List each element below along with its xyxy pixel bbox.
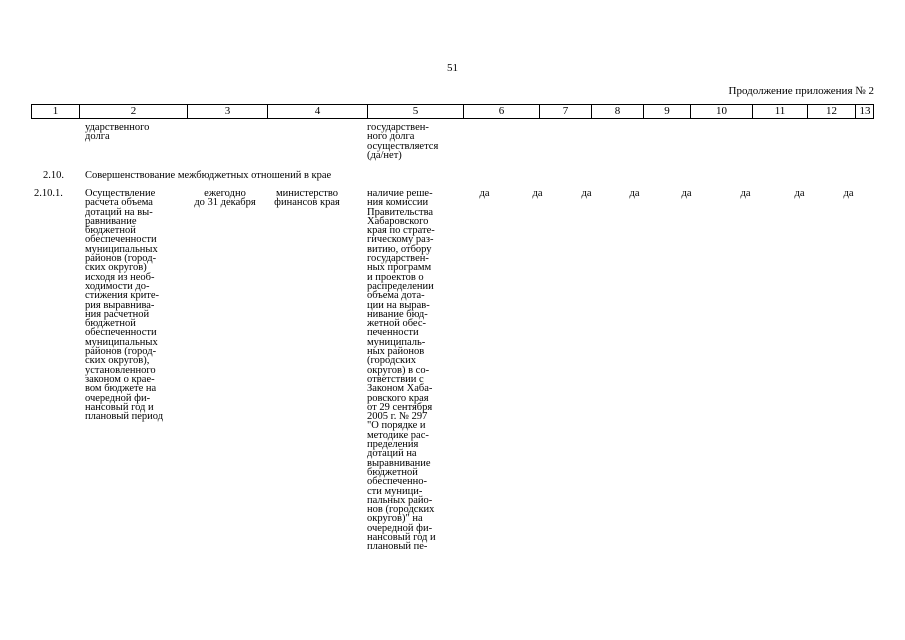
column-number-header <box>31 104 874 119</box>
header-cell-8: 8 <box>591 105 643 118</box>
value-col-12: да <box>794 188 805 199</box>
header-cell-5: 5 <box>367 105 463 118</box>
carryover-indicator-text: государствен- ного долга осуществляется (да/нет) <box>367 122 439 161</box>
value-col-13: да <box>843 188 854 199</box>
value-col-10: да <box>681 188 692 199</box>
value-col-6: да <box>479 188 490 199</box>
value-col-7: да <box>532 188 543 199</box>
header-cell-10: 10 <box>690 105 752 118</box>
value-col-11: да <box>740 188 751 199</box>
header-cell-13: 13 <box>855 105 874 118</box>
value-col-8: да <box>581 188 592 199</box>
continuation-label: Продолжение приложения № 2 <box>728 85 874 97</box>
header-cell-12: 12 <box>807 105 855 118</box>
page-number: 51 <box>447 62 458 74</box>
executor-text: министерство финансов края <box>274 188 340 209</box>
header-cell-6: 6 <box>463 105 539 118</box>
header-cell-1: 1 <box>52 105 59 117</box>
section-number: 2.10. <box>43 170 64 181</box>
header-cell-11: 11 <box>752 105 807 118</box>
row-number: 2.10.1. <box>34 188 63 199</box>
activity-text: Осуществление расчета объема дотаций на вы- равнивание бюджетной обеспеченности муниципальных районов (город- ских округов) исходя из необ- ходимости до- стижения крите- рия выравнива- ния расчетной бюджетной обеспеченности муниципальных районов (город- ских округов), установленного законом о крае- вом бюджете на очередной фи- нансовый год и плановый период <box>85 188 164 423</box>
section-title: Совершенствование межбюджетных отношений в крае <box>85 170 332 181</box>
carryover-activity-text: ударственного долга <box>85 122 150 143</box>
header-cell-9: 9 <box>643 105 690 118</box>
header-cell-7: 7 <box>539 105 591 118</box>
header-cell-3: 3 <box>187 105 267 118</box>
header-cell-4: 4 <box>267 105 367 118</box>
value-col-9: да <box>629 188 640 199</box>
header-cell-2: 2 <box>79 105 187 118</box>
indicator-text: наличие реше- ния комиссии Правительства Хабаровского края по страте- гическому раз- витию, отбору государствен- ных программ и проектов о распределении объема дота- ции на вырав- нивание бюд- жетной обес- печенности муниципаль- ных районов (городских округов) в со- ответствии с Законом Хаба- ровского края от 29 сентября 2005 г. № 297 "О порядке и методике рас- пределения дотаций на выравнивание бюджетной обеспеченно- сти муници- пальных райо- нов (городских округов)" на очередной фи- нансовый год и плановый пе- <box>367 188 436 553</box>
deadline-text: ежегодно до 31 декабря <box>194 188 256 209</box>
